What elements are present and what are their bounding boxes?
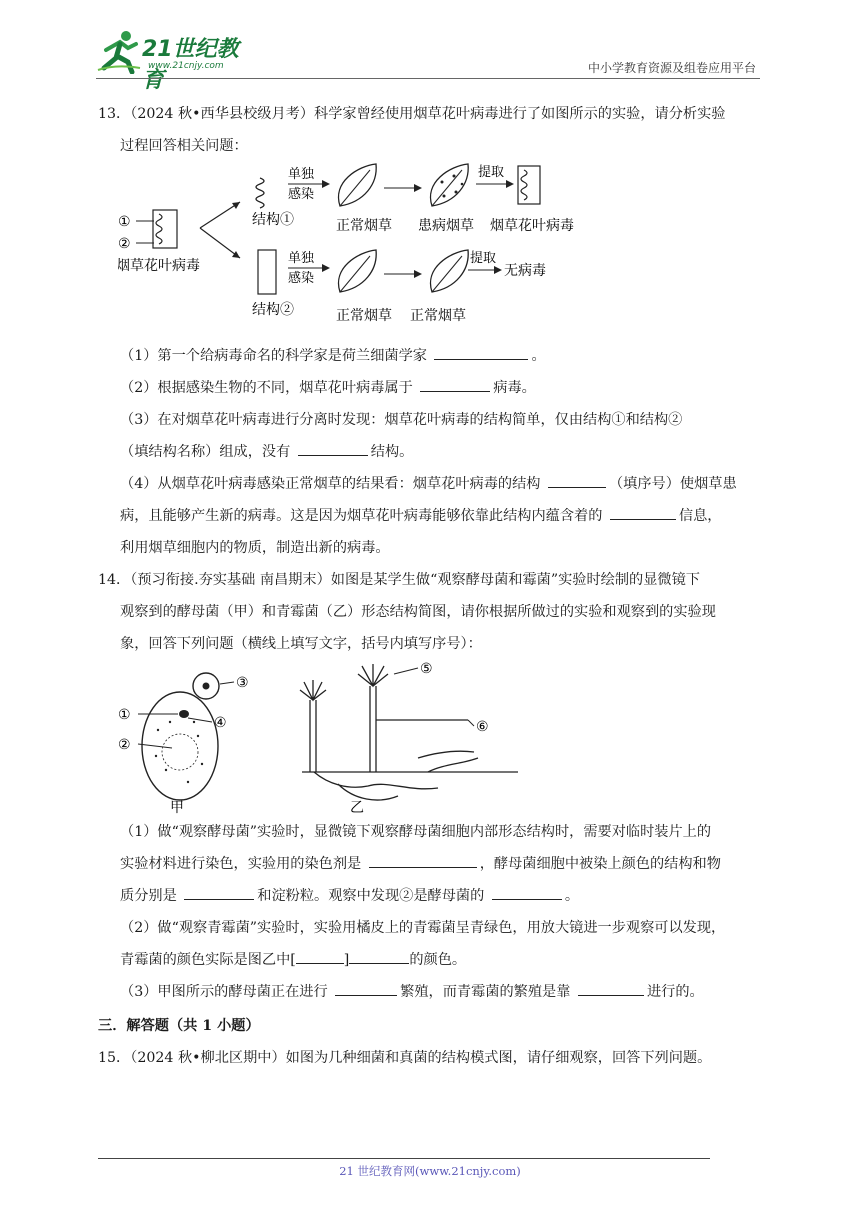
yeast-m3: ③	[236, 675, 249, 691]
q15-stem: 15．（2024 秋•柳北区期中）如图为几种细菌和真菌的结构模式图，请仔细观察，回答下列问题。	[98, 1050, 712, 1066]
marker-1: ①	[118, 214, 131, 230]
q13-sub4-text4: 信息，	[678, 508, 722, 524]
q13-stem-line1: 13．（2024 秋•西华县校级月考）科学家曾经使用烟草花叶病毒进行了如图所示的实验，请分析实验	[98, 106, 726, 122]
q13-sub3-line2	[98, 436, 766, 468]
leaf-normal-2	[339, 250, 377, 292]
marker-2: ②	[118, 236, 131, 252]
q13-sub3-end: 结构。	[370, 444, 414, 460]
section-title: 三．解答题（共 1 小题）	[98, 1018, 260, 1034]
normal-tobacco-3: 正常烟草	[410, 308, 466, 324]
label-jia: 甲	[170, 800, 184, 816]
q14-sub3-text2: 繁殖，而青霉菌的繁殖是靠	[400, 984, 571, 1000]
q14-sub2-line1: （2）做“观察青霉菌”实验时，实验用橘皮上的青霉菌呈青绿色，用放大镜进一步观察可以发现，	[120, 920, 726, 936]
extract-bottom: 提取	[470, 251, 497, 266]
q14-sub1-line3	[98, 880, 766, 912]
q13-sub3-line1: （3）在对烟草花叶病毒进行分离时发现：烟草花叶病毒的结构简单，仅由结构①和结构②	[120, 412, 683, 428]
q13-sub4-text2: （填序号）使烟草患	[608, 476, 737, 492]
q14-sub3	[98, 976, 766, 1008]
q13-sub1-end: 。	[531, 348, 546, 364]
q14-stem-line3: 象，回答下列问题（横线上填写文字，括号内填写序号）：	[120, 636, 482, 652]
leaf-diseased	[431, 164, 469, 206]
q13-sub2-end: 病毒。	[493, 380, 536, 396]
answer-blank[interactable]	[298, 439, 368, 456]
arrow-label-top-2: 感染	[288, 187, 315, 202]
q14-sub1-end: 。	[564, 888, 580, 904]
q14-figure	[118, 660, 766, 816]
q14-sub2-text: 青霉菌的颜色实际是图乙中[	[120, 952, 296, 968]
struct1-label: 结构①	[252, 212, 294, 228]
structure2-capsule	[258, 250, 276, 294]
yeast-cell	[142, 673, 219, 800]
q14-sub1-text2: ，酵母菌细胞中被染上颜色的结构和物	[479, 856, 721, 872]
page-header	[96, 28, 760, 93]
q13-sub4-text3: 病，且能够产生新的病毒。这是因为烟草花叶病毒能够依靠此结构内蕴含着的	[120, 508, 603, 524]
leaf-normal-3	[431, 250, 469, 292]
virus-rna-coil	[156, 214, 162, 244]
answer-blank[interactable]	[492, 883, 562, 900]
logo-text: 21世纪教育	[142, 37, 239, 93]
platform-name: 中小学教育资源及组卷应用平台	[587, 61, 756, 75]
answer-blank[interactable]	[578, 979, 644, 996]
q14-sub3-end: 进行的。	[646, 984, 704, 1000]
struct2-label: 结构②	[252, 302, 294, 318]
structure1-coil	[256, 178, 264, 208]
diseased-tobacco: 患病烟草	[418, 218, 474, 234]
answer-blank[interactable]	[369, 851, 477, 868]
q13-sub3-text: （填结构名称）组成，没有	[120, 444, 291, 460]
q13-sub2-text: （2）根据感染生物的不同，烟草花叶病毒属于	[120, 380, 413, 396]
label-yi: 乙	[350, 800, 364, 816]
q14-sub1-line2	[98, 848, 766, 880]
answer-blank[interactable]	[610, 503, 676, 520]
q13-sub4-line2	[98, 500, 766, 532]
yeast-vacuole	[162, 734, 198, 770]
pen-m6: ⑥	[476, 719, 489, 735]
q13-sub1	[98, 340, 766, 372]
answer-blank[interactable]	[296, 947, 344, 964]
q14-stem-line1: 14．（预习衔接.夯实基础 南昌期末）如图是某学生做“观察酵母菌和霉菌”实验时绘制的显微镜下	[98, 572, 700, 588]
q13-stem-line2: 过程回答相关问题：	[120, 138, 248, 154]
leaf-normal-1	[339, 164, 377, 206]
q14-stem-line2: 观察到的酵母菌（甲）和青霉菌（乙）形态结构简图，请你根据所做过的实验和观察到的实验现	[120, 604, 716, 620]
answer-blank[interactable]	[548, 471, 606, 488]
footer-divider	[98, 1158, 710, 1159]
yeast-m2: ②	[118, 737, 131, 753]
q14-sub1-text: 实验材料进行染色，实验用的染色剂是	[120, 856, 362, 872]
q14-sub2-line2	[98, 944, 766, 976]
question-content	[98, 98, 766, 1074]
answer-blank[interactable]	[184, 883, 254, 900]
q14-sub1-text4: 和淀粉粒。观察中发现②是酵母菌的	[257, 888, 485, 904]
answer-blank[interactable]	[434, 343, 528, 360]
header-divider	[96, 78, 760, 79]
q14-sub1-text3: 质分别是	[120, 888, 177, 904]
yeast-nucleus-small	[179, 710, 189, 718]
arrow-label-bottom-1: 单独	[288, 251, 315, 266]
runner-logo-icon	[96, 28, 142, 74]
result-bottom: 无病毒	[504, 263, 546, 279]
virus-capsule	[153, 210, 177, 248]
q13-sub4-line3: 利用烟草细胞内的物质，制造出新的病毒。	[120, 540, 390, 556]
q14-sub2-end: 的颜色。	[409, 952, 467, 968]
q14-sub1-line1: （1）做“观察酵母菌”实验时，显微镜下观察酵母菌细胞内部形态结构时，需要对临时装片上的	[120, 824, 712, 840]
logo-url: www.21cnjy.com	[148, 61, 224, 71]
arrow-label-bottom-2: 感染	[288, 271, 315, 286]
q13-sub4-text: （4）从烟草花叶病毒感染正常烟草的结果看：烟草花叶病毒的结构	[120, 476, 541, 492]
normal-tobacco-1: 正常烟草	[336, 218, 392, 234]
yeast-m4: ④	[214, 715, 227, 731]
q13-sub4-line1	[98, 468, 766, 500]
result-top: 烟草花叶病毒	[490, 218, 574, 234]
virus-label: 烟草花叶病毒	[118, 258, 200, 274]
answer-blank[interactable]	[335, 979, 397, 996]
q13-sub1-text: （1）第一个给病毒命名的科学家是荷兰细菌学家	[120, 348, 427, 364]
q13-sub2	[98, 372, 766, 404]
q13-figure	[118, 162, 766, 340]
extract-top: 提取	[478, 165, 505, 180]
answer-blank[interactable]	[420, 375, 490, 392]
brand-logo	[96, 28, 256, 93]
answer-blank[interactable]	[349, 947, 409, 964]
footer-text: 21 世纪教育网(www.21cnjy.com)	[339, 1164, 521, 1178]
tmv-experiment-diagram	[118, 162, 638, 340]
arrow-label-top-1: 单独	[288, 167, 315, 182]
normal-tobacco-2: 正常烟草	[336, 308, 392, 324]
q14-sub3-text: （3）甲图所示的酵母菌正在进行	[120, 984, 328, 1000]
q14-sub2-bracket: ]	[343, 952, 350, 968]
pen-m5: ⑤	[420, 661, 433, 677]
yeast-m1: ①	[118, 707, 131, 723]
yeast-penicillium-diagram	[118, 660, 538, 816]
